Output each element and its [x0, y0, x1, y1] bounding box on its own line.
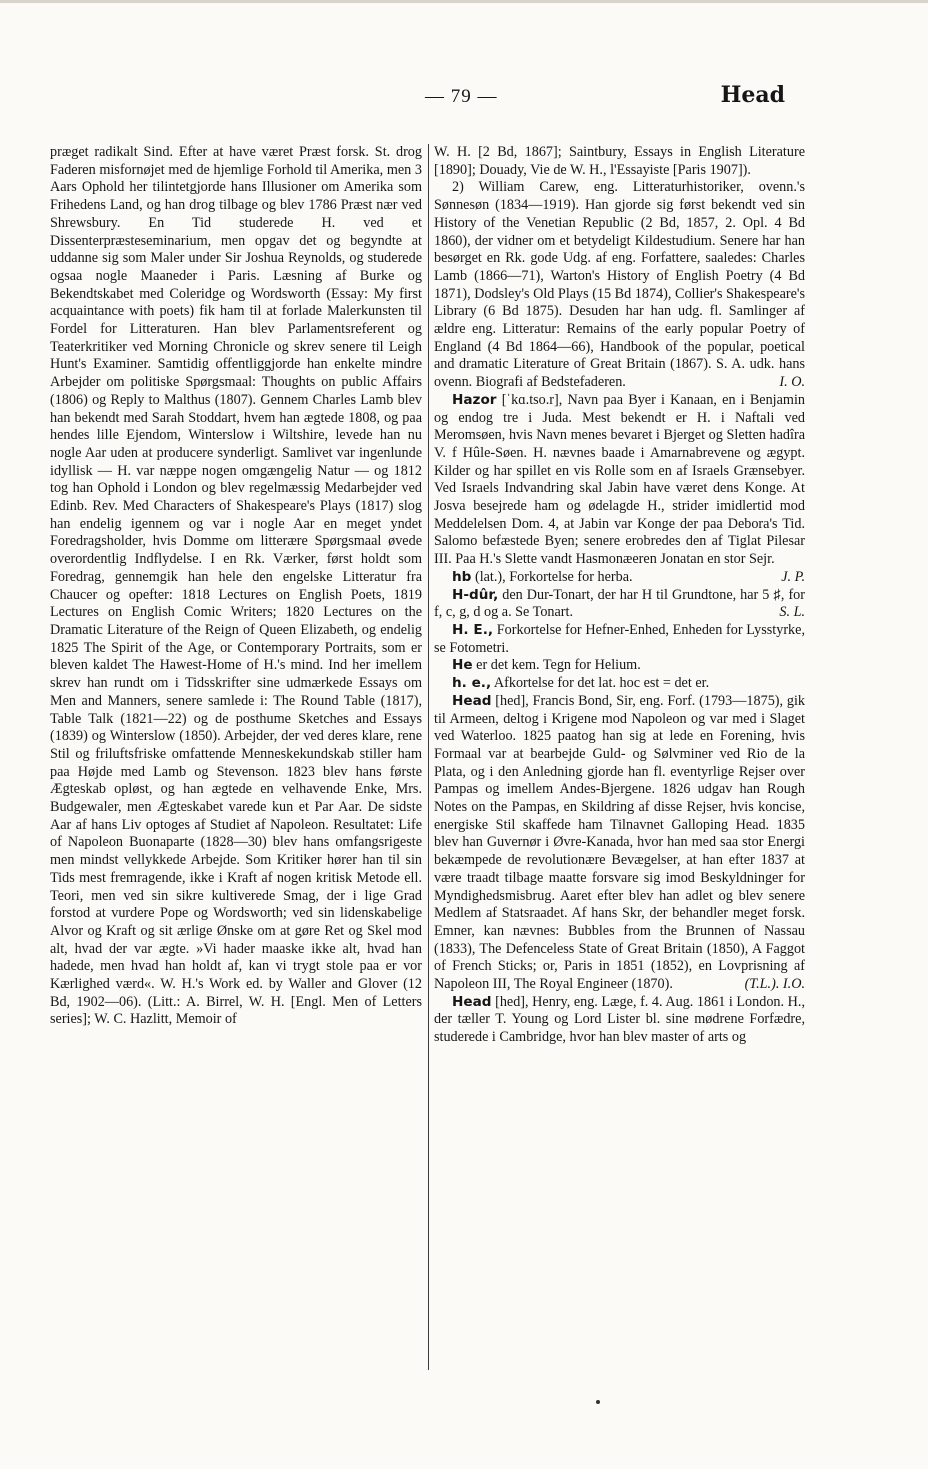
entry-head-henry: [434, 994, 805, 1047]
page-header: [50, 84, 785, 114]
left-column-text: præget radikalt Sind. Efter at have været Præst forsk. St. drog Faderen misfornøjet med de hjemlige Forhold til Amerika, men 3 Aars Ophold her tilintetgjorde hans Illusioner om Amerika som Frihedens Land, og han drog tilbage og blev 1786 Præst nær ved Shrewsbury. En Tid studerede H. ved et Dissenterpræsteseminarium, men opgav det og begyndte at uddanne sig som Maler under Sir Joshua Reynolds, og studerede ogsaa nogle Maaneder i Paris. Læsning af Burke og Bekendtskabet med Coleridge og Wordsworth (Essay: My first acquaintance with poets) fik ham til at forlade Malerkunsten til Fordel for Litteraturen. Han blev Parlamentsreferent og Teaterkritiker ved Morning Chronicle og skrev senere til Leigh Hunt's Examiner. Samtidig offentliggjorde han enkelte mindre Arbejder om politiske Spørgsmaal: Thoughts on public Affairs (1806) og Reply to Malthus (1807). Gennem Charles Lamb blev han bekendt med Sarah Stoddart, hvem han ægtede 1808, og paa hendes lille Ejendom, Winterslow i Wiltshire, levede han nu nogle Aar uden at producere synderligt. Samlivet var ingenlunde idyllisk — H. var næppe nogen omgængelig Natur — og 1812 tog han Ophold i London og blev regelmæssig Medarbejder ved Edinb. Rev. Med Characters of Shakespeare's Plays (1817) slog han endelig igennem og var i nogle Aar en meget yndet Foredragsholder, hvis Domme om litterære Spørgsmaal øvede overordentlig Indflydelse. I en Rk. Værker, først holdt som Foredrag, gennemgik han hele den engelske Litteratur fra Chaucer og opefter: 1818 Lectures on English Poets, 1819 Lectures on English Comic Writers; 1820 Lectures on the Dramatic Literature of the Reign of Queen Elizabeth, og endelig 1825 The Spirit of the Age, or Contemporary Portraits, som er bleven kaldet The Hawest-Home of H.'s mind. Ind her imellem skrev han rundt om i Tidsskrifter sine udmærkede Essays om Men and Manners, senere samlede i: The Round Table (1817), Table Talk (1821—22) og de posthume Sketches and Essays (1839) og Winterslow (1850). Arbejder, der ved deres klare, rene Stil og friluftsfriske omfattende Menneskekundskab stiller ham paa Højde med Lamb og Stevenson. 1823 blev hans første Ægteskab opløst, og han ægtede en velhavende Enke, Mrs. Budgewaler, men Ægteskabet varede kun et Par Aar. De sidste Aar af hans Liv optoges af Studiet af Napoleon. Resultatet: Life of Napoleon Buonaparte (1828—30) blev hans omfangsrigeste men mindst vellykkede Arbejde. Som Kritiker hører han til sin Tids mest fremragende, ikke i Kraft af nogen kritisk Metode ell. Teori, men ved sin sikre kultiverede Smag, der i lige Grad forstod at vurdere Pope og Wordsworth; ved sin lidenskabelige Alvor og Kraft og sit ærlige Ønske om at gøre Ret og Skel mod alt, hvad der var ægte. »Vi hader maaske ikke alt, hvad han hadede, men hvad han holdt af, kan vi trygt stole paa er vor Kærlighed værd«. W. H.'s Work ed. by Waller and Glover (12 Bd, 1902—06). (Litt.: A. Birrel, W. H. [Engl. Men of Letters series]; W. C. Hazlitt, Memoir of: [50, 144, 422, 1028]
author-signature: (T.L.). I.O.: [744, 976, 805, 993]
right-column: [434, 144, 805, 1047]
entry-head-francis: [434, 693, 805, 994]
entry-text: (lat.), Forkortelse for herba.: [471, 568, 633, 585]
entry-william-carew: [434, 179, 805, 391]
running-head: Head: [720, 82, 785, 108]
page-number: — 79 —: [425, 86, 498, 107]
author-signature: I. O.: [779, 374, 805, 391]
entry-h-dur: [434, 587, 805, 622]
entry-hb: [434, 569, 805, 587]
entry-text: 2) William Carew, eng. Litteraturhistoriker, ovenn.'s Sønnesøn (1834—1919). Han gjorde sig først bekendt ved sin History of the Venetian Republic (2 Bd, 1857, 2. Opl. 4 Bd 1860), der vidner om et betydeligt Kildestudium. Senere har han besørget en Rk. gode Udg. af eng. Forfattere, saaledes: Charles Lamb (1866—71), Warton's History of English Poetry (4 Bd 1871), Dodsley's Old Plays (15 Bd 1874), Collier's Shakespeare's Library (6 Bd 1875). Desuden har han udg. fl. Samlinger af ældre eng. Litteratur: Remains of the early popular Poetry of England (4 Bd 1864—66), Handbook of the popular, poetical and dramatic Literature of Great Britain (1867). S. A. udk. hans ovenn. Biografi af Bedstefaderen.: [434, 179, 805, 391]
print-speck: [596, 1400, 600, 1404]
entry-text: [hed], Henry, eng. Læge, f. 4. Aug. 1861 i London. H., der tæller T. Young og Lord Lister bl. sine mødrene Forfædre, studerede i Cambridge, hvor han blev master of arts og: [434, 993, 805, 1046]
headword: hb: [452, 568, 472, 585]
left-column: [50, 144, 422, 1029]
scan-edge: [0, 0, 928, 3]
entry-he-helium: [434, 657, 805, 675]
entry-text: Forkortelse for Hefner-Enhed, Enheden for Lysstyrke, se Fotometri.: [434, 621, 805, 656]
entry-text: Afkortelse for det lat. hoc est = det er.: [491, 675, 710, 692]
entry-text: [hed], Francis Bond, Sir, eng. Forf. (1793—1875), gik til Armeen, deltog i Krigene mod Napoleon og var med i Slaget ved Waterloo. 1825 paatog han sig at lede en Forening, hvis Formaal var at bearbejde Guld- og Sølvminer ved Rio de la Plata, og i den Anledning gjorde han fl. eventyrlige Rejser over Pampas og imellem Andes-Bjergene. 1826 udgav han Rough Notes on the Pampas, en Skildring af disse Rejser, hvis koncise, energiske Stil skaffede ham Tilnavnet Galloping Head. 1835 blev han Guvernør i Øvre-Kanada, hvor han med saa stor Energi bekæmpede de revolutionære Bevægelser, at han efter 1837 at være traadt tilbage maatte forsvare sig imod Beskyldninger for Myndighedsmisbrug. Aaret efter blev han adlet og blev senere Medlem af Statsraadet. Af hans Skr, der behandler meget forsk. Emner, kan nævnes: Bubbles from the Brunnen of Nassau (1833), The Defenceless State of Great Britain (1850), A Faggot of French Sticks; or, Paris in 1851 (1852), en Lovprisning af Napoleon III, The Royal Engineer (1870).: [434, 692, 805, 993]
entry-h-e-hoc-est: [434, 675, 805, 693]
headword: Hazor: [452, 391, 497, 408]
entry-hazlitt-continued: W. H. [2 Bd, 1867]; Saintbury, Essays in English Literature [1890]; Douady, Vie de W. H., l'Essayiste [Paris 1907]).: [434, 144, 805, 178]
headword: H. E.,: [452, 621, 494, 638]
headword: H-dûr,: [452, 586, 499, 603]
headword: h. e.,: [452, 675, 492, 692]
entry-text: er det kem. Tegn for Helium.: [472, 657, 641, 674]
author-signature: J. P.: [781, 568, 805, 585]
entry-text: den Dur-Tonart, der har H til Grundtone, har 5 ♯, for f, c, g, d og a. Se Tonart.: [434, 586, 805, 621]
entry-text: [ˈkɑ.tso.r], Navn paa Byer i Kanaan, en i Benjamin og endog tre i Juda. Mest bekendt er H. i Naftali ved Meromsøen, hvis Navn menes bevaret i Bjerget og Sletten hadîra V. f Hûle-Søen. H. nævnes baade i Amarnabrevene og ægypt. Kilder og har spillet en vis Rolle som en af Israels Grænsebyer. Ved Israels Indvandring skal Jabin have været dens Konge. At Josva besejrede ham og ødelagde H., strider imidlertid mod Meddelelsen Dom. 4, at Jabin var Konge der paa Debora's Tid. Salomo befæstede Byen; senere erobredes den af Tiglat Pilesar III. Paa H.'s Slette vandt Hasmonæeren Jonatan en stor Sejr.: [434, 391, 805, 568]
headword: Head: [452, 993, 492, 1010]
headword: Head: [452, 692, 492, 709]
headword: He: [452, 657, 473, 674]
column-divider: [428, 144, 429, 1370]
author-signature: S. L.: [779, 604, 805, 621]
entry-h-e-hefner: [434, 622, 805, 657]
